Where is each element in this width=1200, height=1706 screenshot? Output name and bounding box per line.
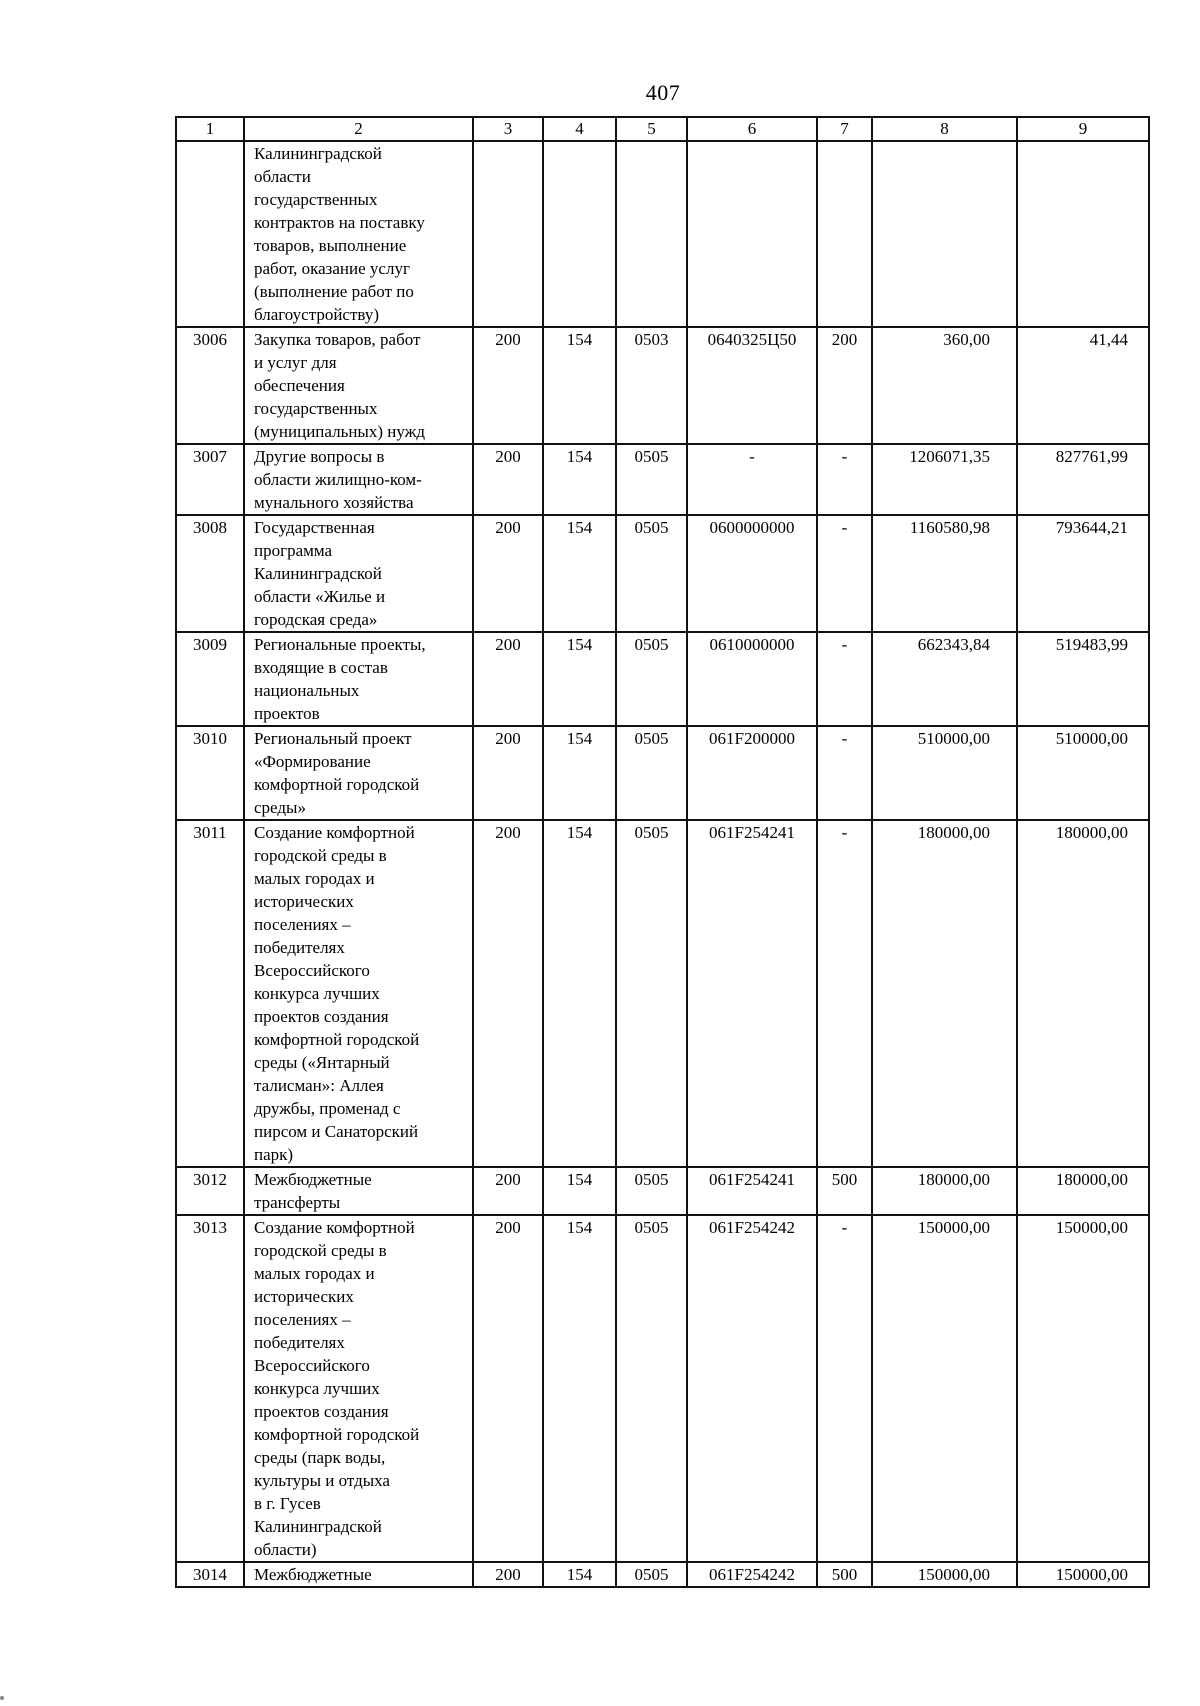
row-number: 3011 (176, 820, 244, 1167)
row-name: Калининградской области государственных контрактов на поставку товаров, выполнение работ, оказание услуг (выполнение работ по благоустройству) (244, 141, 473, 327)
row-number: 3006 (176, 327, 244, 444)
cell-col3: 200 (473, 444, 543, 515)
column-header: 8 (872, 117, 1017, 141)
row-name: Межбюджетные трансферты (244, 1167, 473, 1215)
cell-col9: 180000,00 (1017, 820, 1149, 1167)
cell-col8: 360,00 (872, 327, 1017, 444)
cell-col4: 154 (543, 444, 616, 515)
column-header: 5 (616, 117, 687, 141)
cell-col7: 200 (817, 327, 872, 444)
cell-col6: 061F200000 (687, 726, 817, 820)
table-body (176, 141, 1149, 1587)
header-row (176, 117, 1149, 141)
scan-speck (0, 1696, 4, 1700)
cell-col3: 200 (473, 726, 543, 820)
row-name: Региональный проект «Формирование комфортной городской среды» (244, 726, 473, 820)
cell-col8: 510000,00 (872, 726, 1017, 820)
cell-col8: 180000,00 (872, 820, 1017, 1167)
cell-col3: 200 (473, 327, 543, 444)
cell-col7: 500 (817, 1167, 872, 1215)
cell-col3 (473, 141, 543, 327)
row-number: 3014 (176, 1562, 244, 1587)
cell-col3: 200 (473, 515, 543, 632)
budget-table (175, 116, 1150, 1588)
cell-col9: 793644,21 (1017, 515, 1149, 632)
row-name: Другие вопросы в области жилищно-ком- мунального хозяйства (244, 444, 473, 515)
row-name: Межбюджетные (244, 1562, 473, 1587)
cell-col4: 154 (543, 1167, 616, 1215)
cell-col5: 0505 (616, 1167, 687, 1215)
cell-col4 (543, 141, 616, 327)
table-row (176, 1215, 1149, 1562)
table-row (176, 327, 1149, 444)
cell-col6: 0600000000 (687, 515, 817, 632)
cell-col5: 0505 (616, 726, 687, 820)
cell-col9: 827761,99 (1017, 444, 1149, 515)
table-row (176, 515, 1149, 632)
cell-col6: - (687, 444, 817, 515)
cell-col4: 154 (543, 1215, 616, 1562)
cell-col6: 0610000000 (687, 632, 817, 726)
cell-col7: - (817, 1215, 872, 1562)
row-name: Государственная программа Калининградской области «Жилье и городская среда» (244, 515, 473, 632)
cell-col9: 41,44 (1017, 327, 1149, 444)
cell-col3: 200 (473, 632, 543, 726)
cell-col6: 061F254242 (687, 1562, 817, 1587)
cell-col7 (817, 141, 872, 327)
cell-col7: - (817, 632, 872, 726)
cell-col6: 061F254242 (687, 1215, 817, 1562)
row-number: 3012 (176, 1167, 244, 1215)
cell-col3: 200 (473, 1562, 543, 1587)
cell-col3: 200 (473, 1167, 543, 1215)
table-row (176, 141, 1149, 327)
cell-col4: 154 (543, 1562, 616, 1587)
cell-col4: 154 (543, 726, 616, 820)
cell-col5: 0505 (616, 820, 687, 1167)
column-header: 1 (176, 117, 244, 141)
cell-col4: 154 (543, 820, 616, 1167)
row-number: 3009 (176, 632, 244, 726)
cell-col7: - (817, 820, 872, 1167)
column-header: 4 (543, 117, 616, 141)
cell-col9: 150000,00 (1017, 1215, 1149, 1562)
cell-col4: 154 (543, 632, 616, 726)
table-row (176, 632, 1149, 726)
cell-col8: 180000,00 (872, 1167, 1017, 1215)
cell-col9: 519483,99 (1017, 632, 1149, 726)
column-header: 3 (473, 117, 543, 141)
cell-col8: 150000,00 (872, 1562, 1017, 1587)
cell-col8: 1160580,98 (872, 515, 1017, 632)
table-row (176, 444, 1149, 515)
cell-col9: 510000,00 (1017, 726, 1149, 820)
cell-col3: 200 (473, 820, 543, 1167)
page-number: 407 (645, 80, 681, 105)
cell-col6: 061F254241 (687, 1167, 817, 1215)
table-row (176, 726, 1149, 820)
cell-col3: 200 (473, 1215, 543, 1562)
cell-col8: 1206071,35 (872, 444, 1017, 515)
cell-col6: 061F254241 (687, 820, 817, 1167)
cell-col4: 154 (543, 515, 616, 632)
cell-col5: 0505 (616, 1215, 687, 1562)
cell-col8: 662343,84 (872, 632, 1017, 726)
row-name: Создание комфортной городской среды в малых городах и исторических поселениях – победителях Всероссийского конкурса лучших проектов создания комфортной городской среды («Янтарный талисман»: Аллея дружбы, променад с пирсом и Санаторский парк) (244, 820, 473, 1167)
cell-col6: 0640325Ц50 (687, 327, 817, 444)
cell-col9: 180000,00 (1017, 1167, 1149, 1215)
cell-col5 (616, 141, 687, 327)
cell-col6 (687, 141, 817, 327)
cell-col4: 154 (543, 327, 616, 444)
cell-col7: 500 (817, 1562, 872, 1587)
cell-col5: 0505 (616, 515, 687, 632)
cell-col5: 0505 (616, 444, 687, 515)
row-name: Создание комфортной городской среды в малых городах и исторических поселениях – победителях Всероссийского конкурса лучших проектов создания комфортной городской среды (парк воды, культуры и отдыха в г. Гусев Калининградской области) (244, 1215, 473, 1562)
cell-col9 (1017, 141, 1149, 327)
table-row (176, 1167, 1149, 1215)
row-number: 3010 (176, 726, 244, 820)
cell-col7: - (817, 726, 872, 820)
row-number: 3008 (176, 515, 244, 632)
column-header: 7 (817, 117, 872, 141)
cell-col5: 0503 (616, 327, 687, 444)
table-header (176, 117, 1149, 141)
row-number: 3013 (176, 1215, 244, 1562)
row-number: 3007 (176, 444, 244, 515)
column-header: 2 (244, 117, 473, 141)
column-header: 9 (1017, 117, 1149, 141)
cell-col5: 0505 (616, 632, 687, 726)
cell-col8: 150000,00 (872, 1215, 1017, 1562)
cell-col7: - (817, 515, 872, 632)
row-name: Региональные проекты, входящие в состав национальных проектов (244, 632, 473, 726)
table-row (176, 820, 1149, 1167)
column-header: 6 (687, 117, 817, 141)
cell-col7: - (817, 444, 872, 515)
cell-col5: 0505 (616, 1562, 687, 1587)
cell-col8 (872, 141, 1017, 327)
table-row (176, 1562, 1149, 1587)
row-name: Закупка товаров, работ и услуг для обеспечения государственных (муниципальных) нужд (244, 327, 473, 444)
row-number (176, 141, 244, 327)
cell-col9: 150000,00 (1017, 1562, 1149, 1587)
